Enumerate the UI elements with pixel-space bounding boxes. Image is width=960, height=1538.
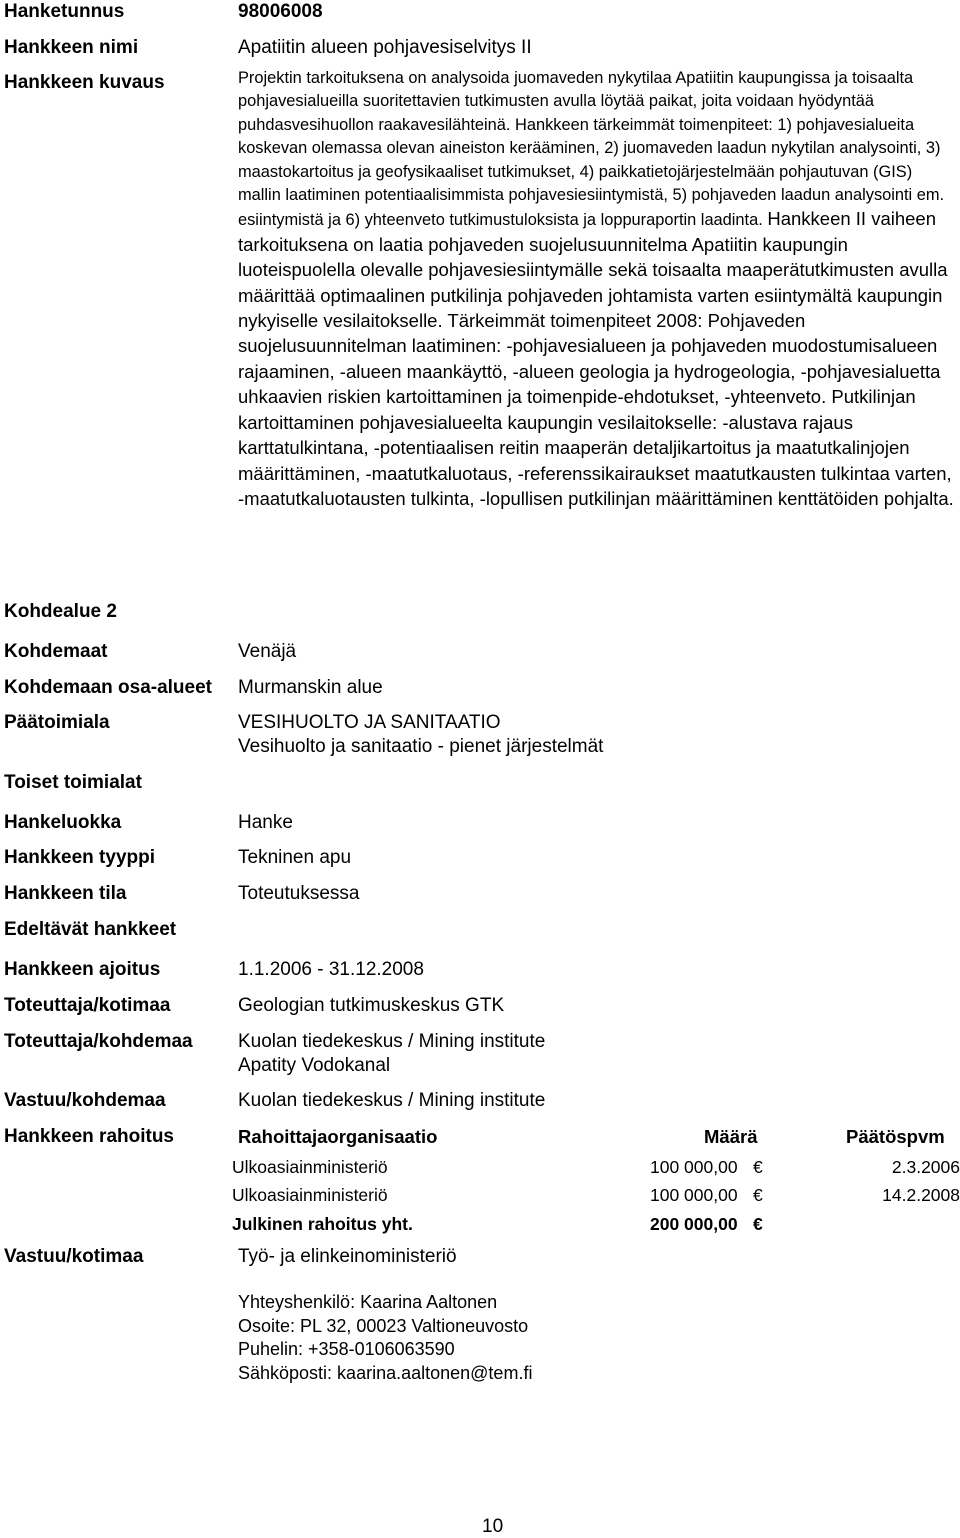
contact-address: Osoite: PL 32, 00023 Valtioneuvosto bbox=[238, 1315, 529, 1336]
label-toteuttaja-kotimaa: Toteuttaja/kotimaa bbox=[4, 995, 171, 1016]
label-osa-alueet: Kohdemaan osa-alueet bbox=[4, 677, 212, 698]
label-hankkeen-tyyppi: Hankkeen tyyppi bbox=[4, 847, 155, 868]
value-paatoimiala-2: Vesihuolto ja sanitaatio - pienet järjestelmät bbox=[238, 736, 604, 757]
funding-date: 14.2.2008 bbox=[882, 1185, 960, 1205]
description-part1: Projektin tarkoituksena on analysoida juomaveden nykytilaa Apatiitin kaupungissa ja toisaalta pohjavesialueilla suoritettavien tutkimusten avulla löytää paikat, joita voidaan hyödyntää puhdasvesihuollon raakavesilähteinä. Hankkeen tärkeimmät toimenpiteet: 1) pohjavesialueita koskevan olemassa olevan aineiston kerääminen, 2) juomaveden laadun nykytilan analysointi, 3) maastokartoitus ja geofysikaaliset tutkimukset, 4) paikkatietojärjestelmään pohjautuvan (GIS) mallin laatiminen potentiaalisimmista pohjavesiesiintymistä, 5) pohjaveden laadun analysointi em. esiintymistä ja 6) yhteenveto tutkimustuloksista ja loppuraportin laadinta. bbox=[238, 69, 945, 230]
funding-date: 2.3.2006 bbox=[891, 1157, 960, 1177]
project-description bbox=[238, 67, 956, 512]
label-paatoimiala: Päätoimiala bbox=[4, 712, 110, 733]
label-vastuu-kohdemaa: Vastuu/kohdemaa bbox=[4, 1090, 166, 1111]
value-hankkeen-ajoitus: 1.1.2006 - 31.12.2008 bbox=[238, 959, 424, 980]
label-edeltavat-hankkeet: Edeltävät hankkeet bbox=[4, 919, 177, 940]
contact-block bbox=[238, 1291, 532, 1385]
value-hankkeen-tyyppi: Tekninen apu bbox=[238, 847, 352, 868]
value-osa-alueet: Murmanskin alue bbox=[238, 677, 383, 698]
value-hanketunnus: 98006008 bbox=[238, 1, 323, 22]
label-hankkeen-rahoitus: Hankkeen rahoitus bbox=[4, 1126, 174, 1147]
funding-amount: 100 000,00 bbox=[650, 1157, 738, 1177]
header-paatospvm: Päätöspvm bbox=[846, 1126, 945, 1147]
funding-amount: 100 000,00 bbox=[650, 1185, 738, 1205]
label-hankkeen-nimi: Hankkeen nimi bbox=[4, 37, 139, 58]
label-hankkeen-tila: Hankkeen tila bbox=[4, 883, 127, 904]
label-hankkeen-kuvaus: Hankkeen kuvaus bbox=[4, 72, 165, 93]
euro-symbol: € bbox=[753, 1157, 763, 1177]
value-hankkeen-nimi: Apatiitin alueen pohjavesiselvitys II bbox=[238, 37, 532, 58]
contact-phone: Puhelin: +358-0106063590 bbox=[238, 1339, 455, 1359]
label-vastuu-kotimaa: Vastuu/kotimaa bbox=[4, 1246, 144, 1267]
funding-total-label: Julkinen rahoitus yht. bbox=[232, 1214, 413, 1234]
label-hanketunnus: Hanketunnus bbox=[4, 1, 125, 22]
label-toteuttaja-kohdemaa: Toteuttaja/kohdemaa bbox=[4, 1031, 193, 1052]
label-toiset-toimialat: Toiset toimialat bbox=[4, 772, 142, 793]
label-kohdealue: Kohdealue 2 bbox=[4, 601, 117, 622]
value-hankkeen-tila: Toteutuksessa bbox=[238, 883, 360, 904]
funding-org: Ulkoasiainministeriö bbox=[232, 1157, 388, 1177]
label-hankeluokka: Hankeluokka bbox=[4, 812, 122, 833]
funding-org: Ulkoasiainministeriö bbox=[232, 1185, 388, 1205]
value-toteuttaja-kotimaa: Geologian tutkimuskeskus GTK bbox=[238, 995, 505, 1016]
value-vastuu-kohdemaa: Kuolan tiedekeskus / Mining institute bbox=[238, 1090, 546, 1111]
value-vastuu-kotimaa: Työ- ja elinkeinoministeriö bbox=[238, 1246, 457, 1267]
euro-symbol: € bbox=[753, 1185, 763, 1205]
value-kohdemaat: Venäjä bbox=[238, 641, 297, 662]
header-maara: Määrä bbox=[704, 1126, 758, 1147]
label-kohdemaat: Kohdemaat bbox=[4, 641, 108, 662]
value-hankeluokka: Hanke bbox=[238, 812, 293, 833]
value-toteuttaja-kohdemaa-1: Kuolan tiedekeskus / Mining institute bbox=[238, 1031, 546, 1052]
value-paatoimiala-1: VESIHUOLTO JA SANITAATIO bbox=[238, 712, 501, 733]
page-number: 10 bbox=[482, 1516, 504, 1537]
description-part2: Hankkeen II vaiheen tarkoituksena on laatia pohjaveden suojelusuunnitelma Apatiitin kaupungin luoteispuolella olevalle pohjavesiesiintymälle sekä toisaalta maaperätutkimusten avulla määrittää optimaalinen putkilinja pohjaveden johtamista varten esiintymältä kaupungin nykyiselle vesilaitokselle. Tärkeimmät toimenpiteet 2008: Pohjaveden suojelusuunnitelman laatiminen: -pohjavesialueen ja pohjaveden muodostumisalueen rajaaminen, -alueen maankäyttö, -alueen geologia ja hydrogeologia, -pohjavesialuetta uhkaavien riskien kartoittaminen ja toimenpide-ehdotukset, -yhteenveto. Putkilinjan kartoittaminen pohjavesialueelta kaupungin vesilaitokselle: -alustava rajaus karttatulkintana, -potentiaalisen reitin maaperän detaljikartoitus ja maatutkalinjojen määrittäminen, -maatutkaluotaus, -referenssikairaukset maatutkausten tulkintaa varten, -maatutkaluotausten tulkinta, -lopullisen putkilinjan määrittäminen kenttätöiden pohjalta. bbox=[238, 208, 954, 509]
contact-person: Yhteyshenkilö: Kaarina Aaltonen bbox=[238, 1292, 498, 1312]
label-hankkeen-ajoitus: Hankkeen ajoitus bbox=[4, 959, 161, 980]
value-toteuttaja-kohdemaa-2: Apatity Vodokanal bbox=[238, 1055, 391, 1076]
funding-total-amount: 200 000,00 bbox=[650, 1214, 738, 1234]
header-rahoittajaorganisaatio: Rahoittajaorganisaatio bbox=[238, 1126, 438, 1147]
euro-symbol: € bbox=[753, 1214, 763, 1234]
contact-email: Sähköposti: kaarina.aaltonen@tem.fi bbox=[238, 1362, 533, 1383]
